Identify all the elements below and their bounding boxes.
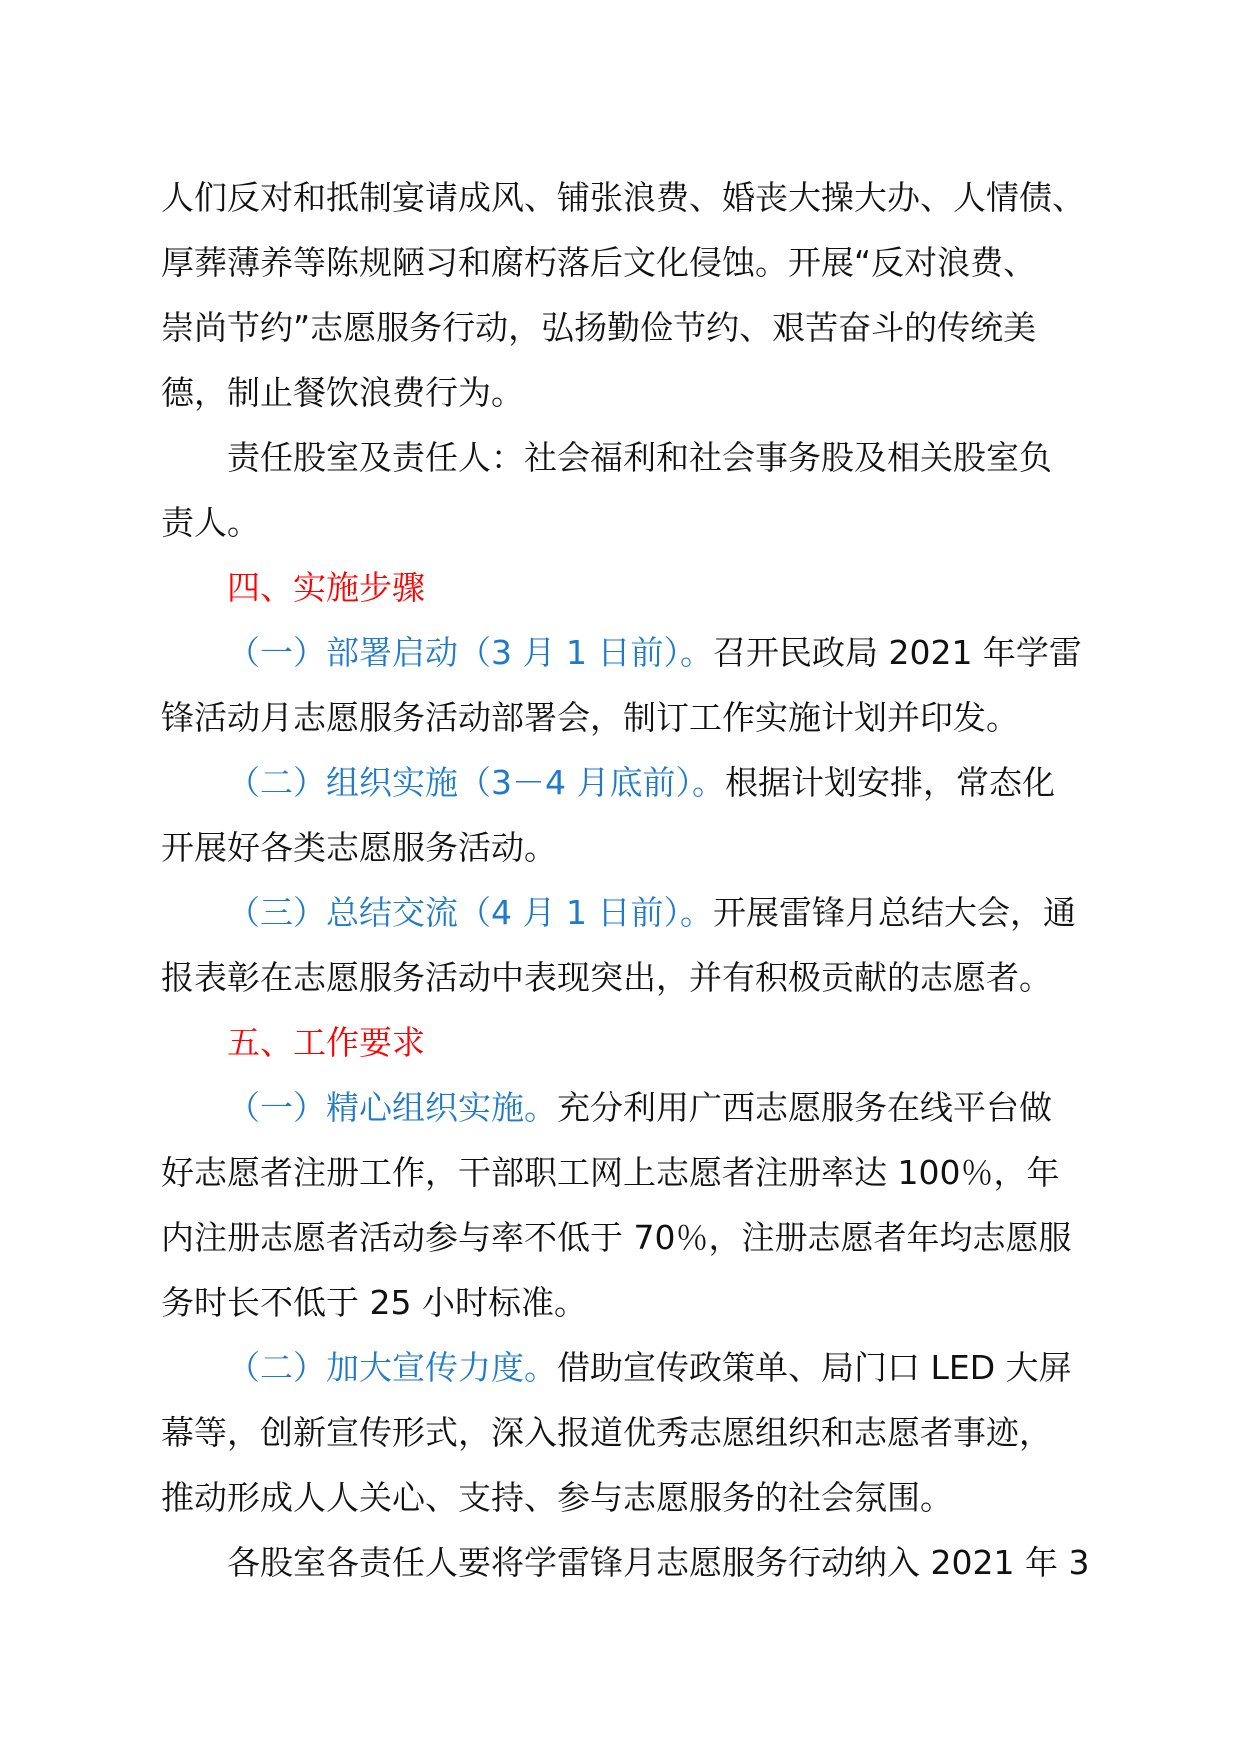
requirement-title: （二）加大宣传力度。 (227, 1348, 557, 1387)
paragraph-campaign-description (161, 165, 1091, 425)
step-text: 开展雷锋月总结大会，通 (712, 893, 1076, 932)
requirement-organize (161, 1075, 1091, 1335)
section-heading-work-requirements: 五、工作要求 (227, 1023, 425, 1062)
text-line: 人们反对和抵制宴请成风、铺张浪费、婚丧大操大办、人情债、 (161, 178, 1085, 217)
text-line: 德，制止餐饮浪费行为。 (161, 373, 524, 412)
requirement-text: 好志愿者注册工作，干部职工网上志愿者注册率达 100％，年 (161, 1153, 1060, 1192)
step-title: （一）部署启动（3 月 1 日前）。 (227, 633, 713, 672)
closing-paragraph: 各股室各责任人要将学雷锋月志愿服务行动纳入 2021 年 3 (227, 1543, 1090, 1582)
section-heading-implementation-steps: 四、实施步骤 (227, 568, 425, 607)
text-line: 崇尚节约”志愿服务行动，弘扬勤俭节约、艰苦奋斗的传统美 (161, 308, 1037, 347)
requirement-text: 务时长不低于 25 小时标准。 (161, 1283, 587, 1322)
requirement-text: 内注册志愿者活动参与率不低于 70％，注册志愿者年均志愿服 (161, 1218, 1072, 1257)
requirement-text: 推动形成人人关心、支持、参与志愿服务的社会氛围。 (161, 1478, 953, 1517)
step-text: 开展好各类志愿服务活动。 (161, 828, 557, 867)
requirement-text: 充分利用广西志愿服务在线平台做 (557, 1088, 1052, 1127)
requirement-publicity (161, 1335, 1091, 1530)
text-line: 责任股室及责任人：社会福利和社会事务股及相关股室负 (227, 438, 1052, 477)
step-text: 根据计划安排，常态化 (724, 763, 1055, 802)
step-deployment (161, 620, 1091, 750)
step-summary (161, 880, 1091, 1010)
requirement-text: 借助宣传政策单、局门口 LED 大屏 (557, 1348, 1072, 1387)
text-line: 厚葬薄养等陈规陋习和腐朽落后文化侵蚀。开展“反对浪费、 (161, 243, 1037, 282)
text-line: 责人。 (161, 503, 260, 542)
step-text: 锋活动月志愿服务活动部署会，制订工作实施计划并印发。 (161, 698, 1019, 737)
step-text: 报表彰在志愿服务活动中表现突出，并有积极贡献的志愿者。 (161, 958, 1052, 997)
step-title: （三）总结交流（4 月 1 日前）。 (227, 893, 713, 932)
paragraph-responsibility (161, 425, 1091, 555)
step-organize (161, 750, 1091, 880)
step-title: （二）组织实施（3－4 月底前）。 (227, 763, 725, 802)
requirement-text: 幕等，创新宣传形式，深入报道优秀志愿组织和志愿者事迹， (161, 1413, 1052, 1452)
document-body (161, 165, 1091, 1595)
step-text: 召开民政局 2021 年学雷 (712, 633, 1082, 672)
requirement-title: （一）精心组织实施。 (227, 1088, 557, 1127)
